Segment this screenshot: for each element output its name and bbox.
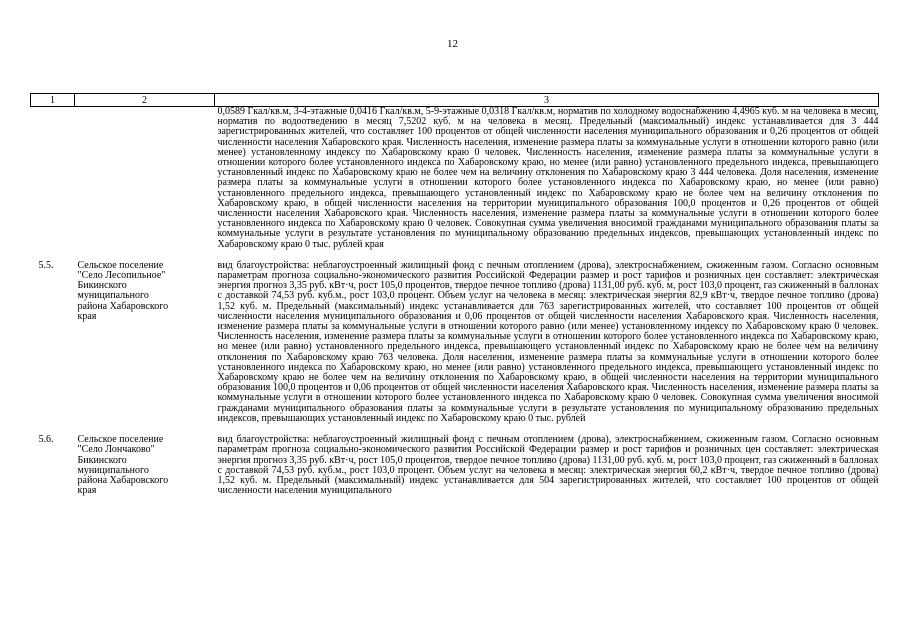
settlement-name-line: Сельское поселение <box>77 259 164 271</box>
column-header-description: 3 <box>215 94 879 107</box>
table-header-row <box>31 94 879 107</box>
table-row <box>31 435 879 496</box>
settlement-name-line: Бикинского <box>77 280 127 292</box>
settlement-name-line: муниципального <box>77 464 149 476</box>
continuation-number-cell <box>31 107 75 250</box>
row-number: 5.6. <box>38 434 54 446</box>
settlement-name-line: края <box>77 485 97 497</box>
tariff-index-table <box>30 93 879 496</box>
settlement-name-line: района Хабаровского <box>77 300 169 312</box>
continuation-settlement-cell <box>75 107 215 250</box>
page-number: 12 <box>447 38 458 50</box>
column-header-settlement: 2 <box>75 94 215 107</box>
continuation-description: 0,0589 Гкал/кв.м, 3-4-этажные 0,0416 Гкал/кв.м, 5-9-этажные 0,0318 Гкал/кв.м, норматив по холодному водоснабжению 4,4965 куб. м на человека в месяц, норматив по водоотведению в месяц 7,5202 куб. м на человека в месяц. Предельный (максимальный) индекс устанавливается для 3 444 зарегистрированных жителей, что составляет 100 процентов от общей численности населения муниципального образования и 0,26 процентов от общей численности населения Хабаровского края. Численность населения, изменение размера платы за коммунальные услуги в отношении которого равно (или менее) установленному индексу по Хабаровскому краю 0 человек. Численность населения, изменение размера платы за коммунальные услуги в отношении которого более установленного индекса по Хабаровскому краю, но менее (или равно) установленного предельного индекса, превышающего установленный индекс по Хабаровскому краю не более чем на величину отклонения по Хабаровскому краю 3 444 человека. Доля населения, изменение размера платы за коммунальные услуги в отношении которого более установленного индекса по Хабаровскому краю, но менее (или равно) установленного предельного индекса, превышающего установленный индекс по Хабаровскому краю не более чем на величину отклонения по Хабаровскому краю, в общей численности населения на территории муниципального образования 100,0 процентов и 0,26 процентов от общей численности населения Хабаровского края. Численность населения, изменение размера платы за коммунальные услуги в отношении которого более установленного индекса по Хабаровскому краю 0 человек. Совокупная сумма увеличения вносимой гражданами муниципального образования платы за коммунальные услуги в результате установления по муниципальному образованию предельных индексов, превышающих установленный индекс по Хабаровскому краю 0 тыс. рублей края <box>217 106 879 250</box>
row-description: вид благоустройства: неблагоустроенный жилищный фонд с печным отоплением (дрова), электроснабжением, сжиженным газом. Согласно основным параметрам прогноза социально-экономического развития Российской Федерации размер и рост тарифов и розничных цен составляет: электрическая энергия прогноз 3,35 руб. кВт·ч, рост 105,0 процентов, твердое печное топливо (дрова) 1131,00 руб. куб. м, рост 103,0 процент, газ сжиженный в баллонах с доставкой 74,53 руб. куб.м., рост 103,0 процент. Объем услуг на человека в месяц: электрическая энергия 60,2 кВт·ч, твердое печное топливо (дрова) 1,52 куб. м. Предельный (максимальный) индекс устанавливается для 504 зарегистрированных жителей, что составляет 100 процентов от общей численности населения муниципального <box>217 434 879 497</box>
settlement-name-line: района Хабаровского <box>77 474 169 486</box>
row-number: 5.5. <box>38 259 54 271</box>
settlement-name-line: края <box>77 310 97 322</box>
table-row <box>31 261 879 424</box>
settlement-name-line: "Село Лончаково" <box>77 444 155 456</box>
row-description: вид благоустройства: неблагоустроенный жилищный фонд с печным отоплением (дрова), электроснабжением, сжиженным газом. Согласно основным параметрам прогноза социально-экономического развития Российской Федерации размер и рост тарифов и розничных цен составляет: электрическая энергия прогноз 3,35 руб. кВт·ч, рост 105,0 процентов, твердое печное топливо (дрова) 1131,00 руб. куб. м, рост 103,0 процент, газ сжиженный в баллонах с доставкой 74,53 руб. куб.м., рост 103,0 процент. Объем услуг на человека в месяц: электрическая энергия 82,9 кВт·ч, твердое печное топливо (дрова) 1,52 куб. м. Предельный (максимальный) индекс устанавливается для 763 зарегистрированных жителей, что составляет 100 процентов от общей численности населения муниципального образования и 0,06 процентов от общей численности населения Хабаровского края. Численность населения, изменение размера платы за коммунальные услуги в отношении которого равно (или менее) установленному индексу по Хабаровскому краю 0 человек. Численность населения, изменение размера платы за коммунальные услуги в отношении которого более установленного индекса по Хабаровскому краю, но менее (или равно) установленного предельного индекса, превышающего установленный индекс по Хабаровскому краю не более чем на величину отклонения по Хабаровскому краю 763 человека. Доля населения, изменение размера платы за коммунальные услуги в отношении которого более установленного индекса по Хабаровскому краю, но менее (или равно) установленного предельного индекса, превышающего установленный индекс по Хабаровскому краю не более чем на величину отклонения по Хабаровскому краю, в общей численности населения на территории муниципального образования 100,0 процентов и 0,06 процентов от общей численности населения Хабаровского края. Численность населения, изменение размера платы за коммунальные услуги в отношении которого более установленного индекса по Хабаровскому краю 0 человек. Совокупная сумма увеличения вносимой гражданами муниципального образования платы за коммунальные услуги в результате установления по муниципальному образованию предельных индексов, превышающих установленный индекс по Хабаровскому краю 0 тыс. рублей <box>217 259 879 424</box>
column-header-number: 1 <box>31 94 75 107</box>
settlement-name <box>75 261 215 424</box>
continuation-row <box>31 107 879 250</box>
settlement-name-line: "Село Лесопильное" <box>77 270 166 282</box>
settlement-name-line: муниципального <box>77 290 149 302</box>
settlement-name <box>75 435 215 496</box>
settlement-name-line: Бикинского <box>77 454 127 466</box>
settlement-name-line: Сельское поселение <box>77 434 164 446</box>
